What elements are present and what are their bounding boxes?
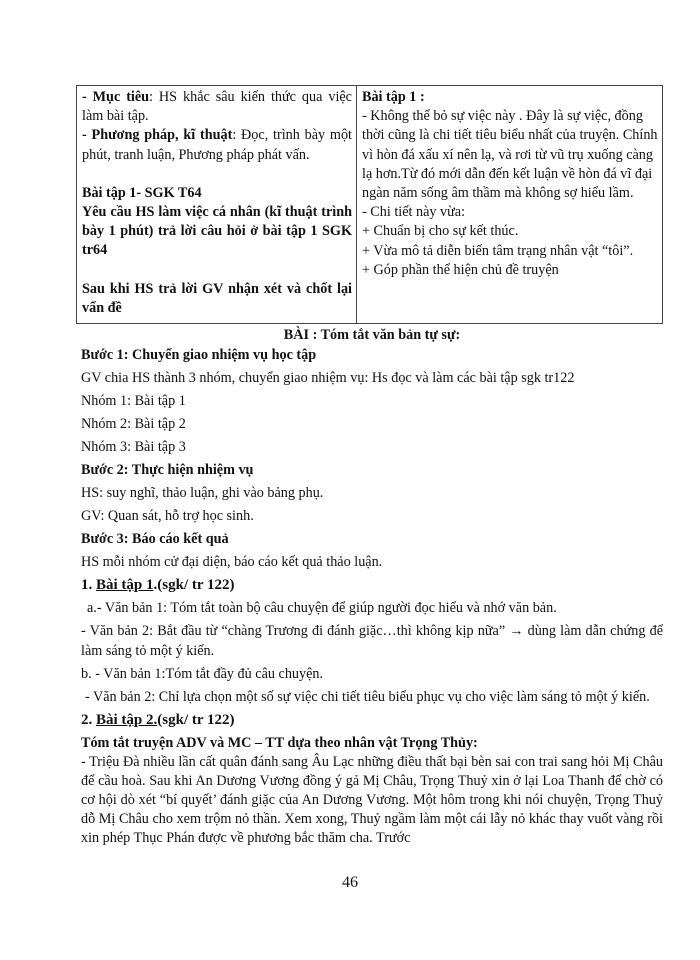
exercise-conclusion: Sau khi HS trả lời GV nhận xét và chốt lại vấn đề [82, 280, 352, 316]
step-2-heading: Bước 2: Thực hiện nhiệm vụ [81, 462, 254, 478]
step-2-teacher: GV: Quan sát, hỗ trợ học sinh. [81, 508, 254, 524]
exercise-1-a2: - Văn bản 2: Bắt đầu từ “chàng Trương đi đánh giặc…thì không kịp nữa” → dùng làm dẫn chứng để làm sáng tỏ một ý kiến. [81, 623, 663, 659]
exercise-instruction: Yêu cầu HS làm việc cá nhân (kĩ thuật trình bày 1 phút) trả lời câu hỏi ở bài tập 1 SGK tr64 [82, 204, 352, 259]
answer-cell [357, 86, 663, 324]
group-item: Nhóm 3: Bài tập 3 [81, 439, 186, 455]
teacher-activity-cell [77, 86, 357, 324]
answer-point: + Chuẩn bị cho sự kết thúc. [362, 223, 519, 240]
answer-intro: - Chi tiết này vừa: [362, 204, 466, 221]
exercise-2-subtitle: Tóm tắt truyện ADV và MC – TT dựa theo nhân vật Trọng Thủy: [81, 735, 478, 751]
answer-title: Bài tập 1 : [362, 89, 425, 105]
exercise-1-a1: a.- Văn bản 1: Tóm tắt toàn bộ câu chuyện để giúp người đọc hiểu và nhớ văn bản. [87, 600, 557, 616]
lesson-title: BÀI : Tóm tắt văn bản tự sự: [283, 327, 461, 343]
answer-point: + Vừa mô tả diễn biến tâm trạng nhân vật “tôi”. [362, 242, 634, 259]
lesson-table [76, 85, 663, 324]
spacer [82, 261, 352, 280]
step-2-student: HS: suy nghĩ, thảo luận, ghi vào bảng phụ. [81, 485, 324, 501]
answer-paragraph: - Không thể bỏ sự việc này . Đây là sự việc, đồng thời cũng là chi tiết tiêu biểu nhất của truyện. Chính vì hòn đá xấu xí nên lạ, và rơi từ vũ trụ xuống càng lạ hơn.Từ đó mới dẫn đến kết luận về hòn đá vĩ đại ngàn năm sống âm thầm mà không sợ hiểu lầm. [362, 108, 658, 202]
group-item: Nhóm 1: Bài tập 1 [81, 393, 186, 409]
table-row [77, 86, 663, 324]
exercise-1-b1: b. - Văn bản 1:Tóm tắt đầy đủ câu chuyện. [81, 666, 324, 682]
exercise-1-heading: 1. Bài tập 1.(sgk/ tr 122) [81, 577, 235, 593]
exercise-1-b2: - Văn bản 2: Chỉ lựa chọn một số sự việc chi tiết tiêu biểu phục vụ cho việc làm sáng tỏ một ý kiến. [85, 689, 650, 705]
lesson-body [81, 325, 663, 848]
exercise-2-paragraph: - Triệu Đà nhiều lần cất quân đánh sang Âu Lạc những điều thất bại bèn sai con trai sang hỏi Mị Châu để cầu hoà. Sau khi An Dương Vương đồng ý gả Mị Châu, Trọng Thuỷ xin ở lại Loa Thanh để chờ có cơ hội dò xét “bí quyết’ đánh giặc của An Dương Vương. Một hôm trong khi nói chuyện, Trọng Thuỷ dỗ Mị Châu cho xem trộm nỏ thần. Xem xong, Thuỷ ngầm làm một cái lẫy nỏ khác thay vuốt vàng rồi xin phép Thục Phán được về phương bắc thăm cha. Trước [81, 754, 663, 846]
answer-point: + Góp phần thể hiện chủ đề truyện [362, 261, 559, 278]
spacer [82, 165, 352, 184]
objective: - Mục tiêu: HS khắc sâu kiến thức qua việc làm bài tập. [82, 89, 352, 125]
step-1-text: GV chia HS thành 3 nhóm, chuyển giao nhiệm vụ: Hs đọc và làm các bài tập sgk tr122 [81, 370, 575, 386]
group-item: Nhóm 2: Bài tập 2 [81, 416, 186, 432]
step-1-heading: Bước 1: Chuyển giao nhiệm vụ học tập [81, 347, 317, 363]
step-3-text: HS mỗi nhóm cử đại diện, báo cáo kết quả thảo luận. [81, 554, 383, 570]
method: - Phương pháp, kĩ thuật: Đọc, trình bày một phút, tranh luận, Phương pháp phát vấn. [82, 127, 352, 163]
exercise-2-heading: 2. Bài tập 2.(sgk/ tr 122) [81, 712, 235, 728]
step-3-heading: Bước 3: Báo cáo kết quả [81, 531, 229, 547]
exercise-title: Bài tập 1- SGK T64 [82, 184, 202, 201]
page-number: 46 [342, 874, 358, 891]
